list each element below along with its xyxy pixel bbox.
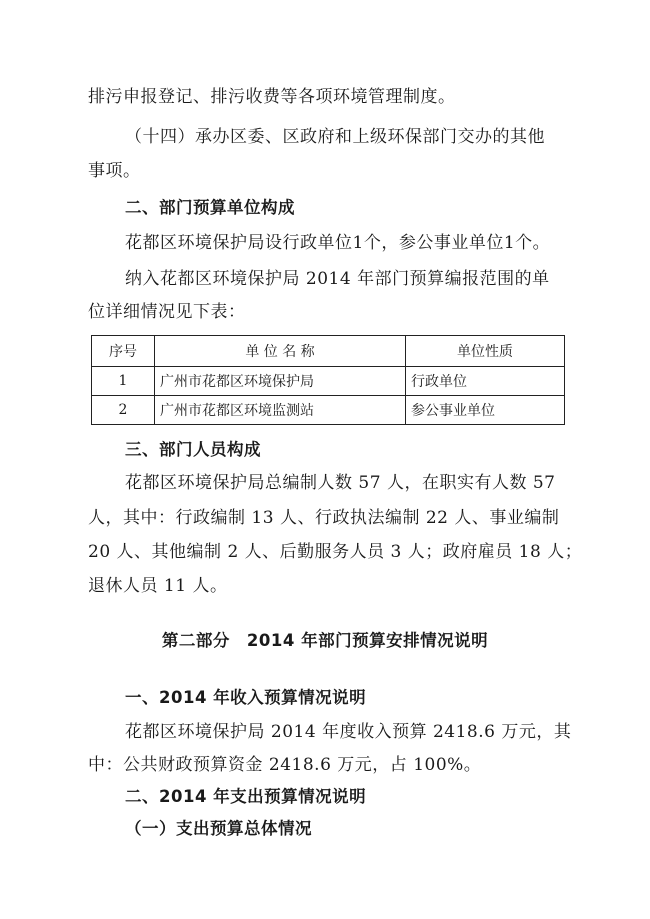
table-cell: 广州市花都区环境监测站 [155, 396, 406, 425]
paragraph-line: 人，其中：行政编制 13 人、行政执法编制 22 人、事业编制 [88, 508, 560, 528]
paragraph-line: 花都区环境保护局设行政单位1个，参公事业单位1个。 [125, 233, 551, 253]
paragraph-line: 花都区环境保护局 2014 年度收入预算 2418.6 万元，其 [125, 722, 572, 742]
table-cell: 1 [92, 367, 155, 396]
paragraph-line: 事项。 [88, 161, 141, 181]
table-header-cell: 单位性质 [406, 336, 565, 367]
paragraph-line: 排污申报登记、排污收费等各项环境管理制度。 [88, 87, 456, 107]
table-header-cell: 序号 [92, 336, 155, 367]
table-row [92, 396, 565, 425]
table-cell: 参公事业单位 [406, 396, 565, 425]
table-cell: 2 [92, 396, 155, 425]
paragraph-line: （十四）承办区委、区政府和上级环保部门交办的其他 [125, 127, 545, 147]
table-row [92, 367, 565, 396]
section-heading: 二、2014 年支出预算情况说明 [125, 787, 367, 806]
section-heading: 一、2014 年收入预算情况说明 [125, 688, 367, 707]
paragraph-line: 花都区环境保护局总编制人数 57 人，在职实有人数 57 [125, 473, 556, 493]
table-cell: 广州市花都区环境保护局 [155, 367, 406, 396]
unit-table [91, 335, 565, 425]
table-header-cell: 单 位 名 称 [155, 336, 406, 367]
paragraph-line: 退休人员 11 人。 [88, 576, 228, 596]
paragraph-line: 纳入花都区环境保护局 2014 年部门预算编报范围的单 [125, 269, 550, 289]
paragraph-line: 20 人、其他编制 2 人、后勤服务人员 3 人；政府雇员 18 人； [88, 542, 583, 562]
table-cell: 行政单位 [406, 367, 565, 396]
paragraph-line: 位详细情况见下表： [88, 302, 246, 322]
section-heading: 三、部门人员构成 [125, 440, 261, 459]
paragraph-line: 中：公共财政预算资金 2418.6 万元，占 100%。 [88, 755, 482, 775]
table-header-row [92, 336, 565, 367]
subsection-heading: （一）支出预算总体情况 [125, 819, 312, 838]
part-title: 第二部分 2014 年部门预算安排情况说明 [161, 631, 489, 650]
section-heading: 二、部门预算单位构成 [125, 198, 295, 217]
